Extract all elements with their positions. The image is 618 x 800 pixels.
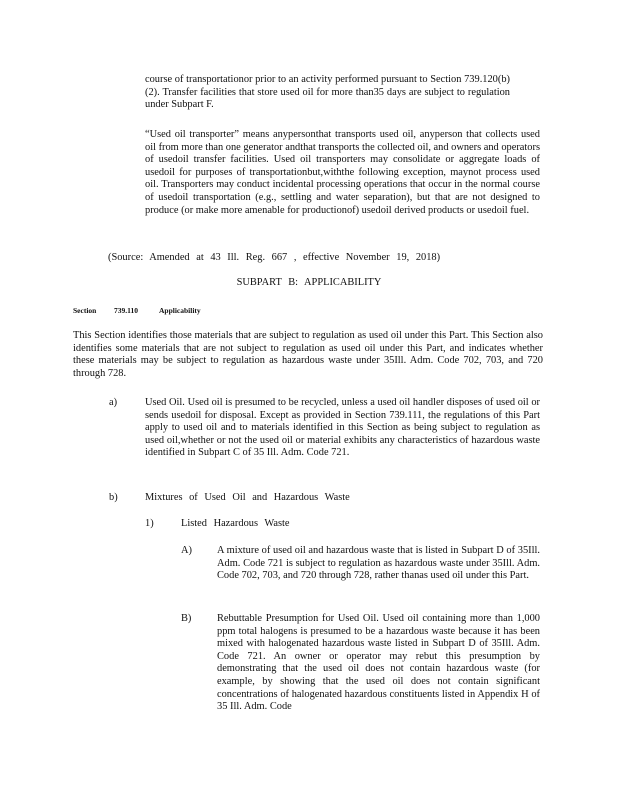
continued-paragraph	[145, 74, 510, 112]
section-intro	[73, 330, 543, 380]
section-label: Section	[73, 306, 97, 315]
transporter-definition	[145, 129, 540, 217]
section-number: 739.110	[114, 306, 138, 315]
item-A-text: A mixture of used oil and hazardous waste that is listed in Subpart D of 35Ill. Adm. Code 721 is subject to regulation as hazardous waste under 35Ill. Adm. Code 702, 703, and 720 through 728, rather thanas used oil under this Part.	[217, 545, 540, 582]
subpart-heading	[0, 277, 618, 290]
item-A-label: A)	[181, 545, 192, 556]
continued-paragraph-text: course of transportationor prior to an activity performed pursuant to Section 739.120(b)(2). Transfer facilities that store used oil for more than35 days are subject to regulation under Subpart F.	[145, 74, 510, 111]
source-note	[108, 252, 528, 265]
item-a-text: Used Oil. Used oil is presumed to be recycled, unless a used oil handler disposes of used oil or sends usedoil for disposal. Except as provided in Section 739.111, the regulations of this Part apply to used oil and to materials identified in this Section as being subject to regulation as used oil,whether or not the used oil or material exhibits any characteristics of hazardous waste identified in Subpart C of 35 Ill. Adm. Code 721.	[145, 397, 540, 459]
item-b-text: Mixtures of Used Oil and Hazardous Waste	[145, 492, 350, 503]
item-b1-label: 1)	[145, 518, 154, 529]
source-note-text: (Source: Amended at 43 Ill. Reg. 667 , effective November 19, 2018)	[108, 252, 441, 263]
section-title: Applicability	[159, 306, 201, 315]
section-intro-text: This Section identifies those materials that are subject to regulation as used oil under this Part. This Section also identifies some materials that are not subject to regulation as used oil under this Part, and indicates whether these materials may be subject to regulation as hazardous waste under 35Ill. Adm. Code 702, 703, and 720 through 728.	[73, 330, 543, 379]
subpart-heading-text: SUBPART B: APPLICABILITY	[236, 277, 382, 288]
item-B-text: Rebuttable Presumption for Used Oil. Used oil containing more than 1,000 ppm total halogens is presumed to be a hazardous waste because it has been mixed with halogenated hazardous waste listed in Subpart D of 35Ill. Adm. Code 721. An owner or operator may rebut this presumption by demonstrating that the used oil does not contain hazardous waste (for example, by showing that the used oil does not contain significant concentrations of halogenated hazardous constituents listed in Appendix H of 35 Ill. Adm. Code	[217, 613, 540, 713]
item-b1-text: Listed Hazardous Waste	[181, 518, 290, 529]
transporter-definition-text: “Used oil transporter” means anypersonthat transports used oil, anyperson that collects used oil from more than one generator andthat transports the collected oil, and owners and operators of usedoil transfer facilities. Used oil transporters may consolidate or aggregate loads of usedoil for purposes of transportationbut,withthe following exception, maynot process used oil. Transporters may conduct incidental processing operations that occur in the normal course of usedoil transportation (e.g., settling and water separation), but that are not designed to produce (or make more amenable for productionof) usedoil derived products or usedoil fuel.	[145, 129, 541, 216]
item-A	[217, 545, 540, 583]
item-a	[145, 397, 540, 460]
item-B-label: B)	[181, 613, 192, 624]
item-B	[217, 613, 540, 714]
item-b-label: b)	[109, 492, 118, 503]
item-a-label: a)	[109, 397, 118, 408]
